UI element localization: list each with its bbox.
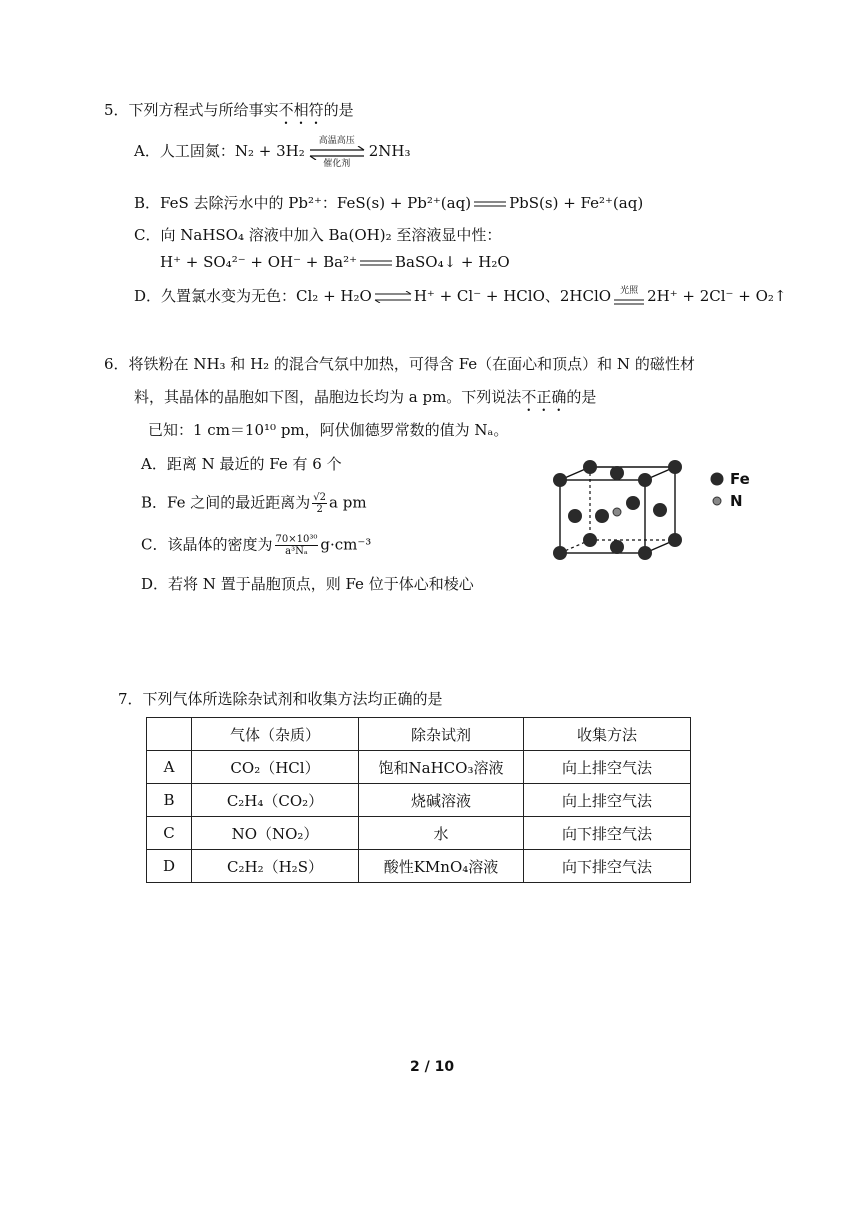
crystal-cell-diagram bbox=[545, 455, 695, 570]
q6-number: 6． bbox=[104, 355, 129, 373]
option-text: Fe 之间的最近距离为 bbox=[167, 493, 311, 512]
table-cell: NO（NO₂） bbox=[192, 817, 359, 850]
table-header-cell: 收集方法 bbox=[524, 718, 691, 751]
q6-known: 已知：1 cm＝10¹⁰ pm，阿伏伽德罗常数的值为 Nₐ。 bbox=[148, 421, 509, 439]
table-cell: CO₂（HCl） bbox=[192, 751, 359, 784]
q5-stem bbox=[104, 100, 354, 128]
table-cell: 向上排空气法 bbox=[524, 751, 691, 784]
equals-arrow-icon bbox=[473, 200, 507, 208]
option-text-post: PbS(s) + Fe²⁺(aq) bbox=[509, 194, 644, 212]
option-text: 距离 N 最近的 Fe 有 6 个 bbox=[166, 455, 342, 473]
table-row bbox=[147, 751, 691, 784]
fraction bbox=[312, 492, 327, 515]
reversible-condition-arrow bbox=[308, 136, 366, 169]
table-cell: D bbox=[147, 850, 192, 883]
q6-option-c bbox=[141, 534, 371, 557]
q6-option-b bbox=[141, 492, 367, 515]
fraction-numerator: 70×10³⁰ bbox=[275, 534, 318, 545]
q6-stem-post: 的是 bbox=[566, 388, 597, 406]
option-label: A． bbox=[134, 142, 160, 160]
q5-option-a bbox=[134, 136, 411, 169]
fraction-numerator: √2 bbox=[313, 492, 326, 503]
q5-option-d bbox=[134, 286, 786, 306]
legend-fe-label: Fe bbox=[730, 470, 750, 488]
table-header-cell: 除杂试剂 bbox=[359, 718, 524, 751]
table-cell: 酸性KMnO₄溶液 bbox=[359, 850, 524, 883]
legend bbox=[710, 468, 750, 512]
q5-option-c-equation bbox=[160, 252, 510, 272]
q5-option-b bbox=[134, 193, 643, 213]
option-label: A． bbox=[141, 455, 167, 473]
equation-right: BaSO₄↓ + H₂O bbox=[395, 253, 510, 271]
equals-arrow-icon bbox=[359, 259, 393, 267]
option-text: 人工固氮：N₂ + 3H₂ bbox=[159, 142, 305, 160]
q6-option-a bbox=[141, 454, 342, 474]
option-label: D． bbox=[134, 287, 162, 305]
option-label: D． bbox=[141, 575, 169, 593]
option-text: FeS 去除污水中的 Pb²⁺：FeS(s) + Pb²⁺(aq) bbox=[160, 194, 472, 212]
table-cell: 向下排空气法 bbox=[524, 850, 691, 883]
table-row bbox=[147, 850, 691, 883]
option-label: B． bbox=[134, 194, 161, 212]
table-cell: C₂H₄（CO₂） bbox=[192, 784, 359, 817]
table-cell: 水 bbox=[359, 817, 524, 850]
fraction-denominator: a³Nₐ bbox=[285, 546, 308, 557]
q7-table bbox=[146, 717, 691, 883]
reversible-arrow-icon bbox=[374, 291, 412, 303]
condition-bottom: 催化剂 bbox=[323, 159, 351, 169]
equation-left: H⁺ + SO₄²⁻ + OH⁻ + Ba²⁺ bbox=[160, 253, 358, 271]
option-text-mid: H⁺ + Cl⁻ + HClO、2HClO bbox=[413, 287, 612, 305]
option-text: 久置氯水变为无色：Cl₂ + H₂O bbox=[161, 287, 372, 305]
table-header-cell bbox=[147, 718, 192, 751]
table-cell: C bbox=[147, 817, 192, 850]
q5-number: 5． bbox=[104, 101, 129, 119]
option-label: C． bbox=[141, 535, 168, 554]
legend-fe bbox=[710, 468, 750, 490]
fraction bbox=[275, 534, 319, 557]
table-cell: B bbox=[147, 784, 192, 817]
legend-n bbox=[710, 490, 750, 512]
condition-top: 高温高压 bbox=[318, 136, 355, 146]
table-row bbox=[147, 817, 691, 850]
q5-stem-emph: 不相符 bbox=[278, 101, 324, 119]
q7-stem bbox=[118, 689, 443, 709]
q7-number: 7． bbox=[118, 690, 143, 708]
table-header-row bbox=[147, 718, 691, 751]
table-header-cell: 气体（杂质） bbox=[192, 718, 359, 751]
reversible-arrow-icon bbox=[308, 146, 366, 160]
option-text-post: g·cm⁻³ bbox=[320, 535, 372, 554]
option-text-post: a pm bbox=[329, 493, 367, 512]
table-cell: 烧碱溶液 bbox=[359, 784, 524, 817]
fe-atom-icon bbox=[710, 472, 724, 486]
q6-stem-emph: 不正确 bbox=[521, 388, 567, 406]
option-text: 向 NaHSO₄ 溶液中加入 Ba(OH)₂ 至溶液显中性： bbox=[160, 226, 502, 244]
option-text-post: 2H⁺ + 2Cl⁻ + O₂↑ bbox=[647, 287, 787, 305]
q5-option-c bbox=[134, 225, 501, 245]
option-label: B． bbox=[141, 493, 168, 512]
option-text: 该晶体的密度为 bbox=[167, 535, 273, 554]
q6-stem-line2 bbox=[134, 387, 596, 415]
page-number: 2 / 10 bbox=[410, 1059, 455, 1075]
q5-stem-pre: 下列方程式与所给事实 bbox=[128, 101, 279, 119]
table-cell: A bbox=[147, 751, 192, 784]
option-label: C． bbox=[134, 226, 161, 244]
q5-stem-post: 的是 bbox=[323, 101, 354, 119]
fraction-denominator: 2 bbox=[316, 504, 323, 515]
n-atom-icon bbox=[710, 494, 724, 508]
table-cell: C₂H₂（H₂S） bbox=[192, 850, 359, 883]
table-cell: 向下排空气法 bbox=[524, 817, 691, 850]
table-cell: 向上排空气法 bbox=[524, 784, 691, 817]
q7-stem-text: 下列气体所选除杂试剂和收集方法均正确的是 bbox=[142, 690, 443, 708]
option-text: 若将 N 置于晶胞顶点，则 Fe 位于体心和棱心 bbox=[168, 575, 474, 593]
condition-top: 光照 bbox=[620, 286, 639, 296]
legend-n-label: N bbox=[730, 492, 743, 510]
light-condition bbox=[613, 286, 645, 302]
table-row bbox=[147, 784, 691, 817]
table-cell: 饱和NaHCO₃溶液 bbox=[359, 751, 524, 784]
option-product: 2NH₃ bbox=[368, 142, 411, 160]
q6-stem-text: 将铁粉在 NH₃ 和 H₂ 的混合气氛中加热，可得含 Fe（在面心和顶点）和 N 的磁性材 bbox=[128, 355, 695, 373]
q6-stem-pre: 料，其晶体的晶胞如下图，晶胞边长均为 a pm。下列说法 bbox=[134, 388, 522, 406]
q6-stem-line1 bbox=[104, 354, 695, 374]
q6-option-d bbox=[141, 574, 474, 594]
